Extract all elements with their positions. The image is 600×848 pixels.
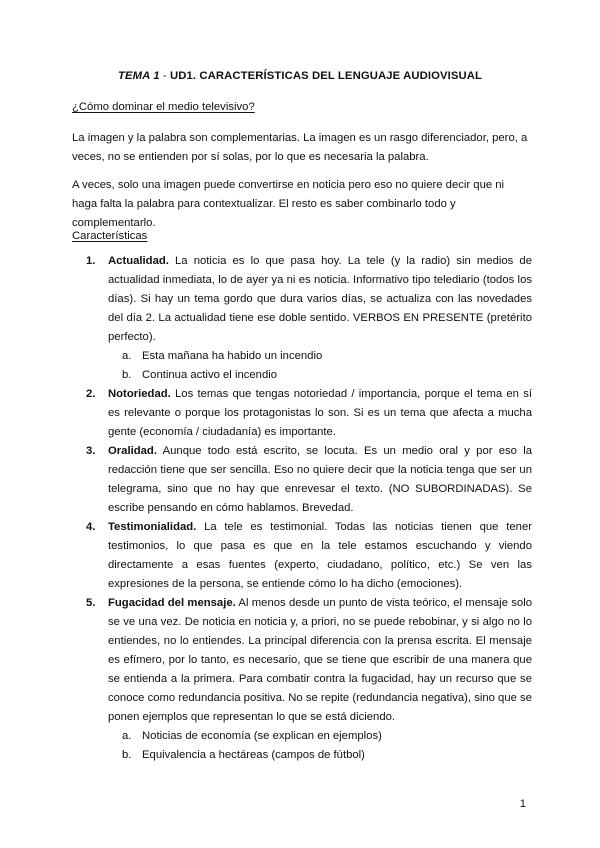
sublist [108,347,532,385]
item-term: Testimonialidad. [108,521,197,533]
subitem-letter: b. [122,749,132,761]
item-number: 5. [86,597,96,609]
list-item [86,252,532,385]
list-item [86,442,532,518]
title-tema: TEMA 1 [117,70,160,82]
title-separator: - [159,70,170,82]
sublist [108,727,532,765]
item-term: Oralidad. [108,445,157,457]
list-item [86,594,532,765]
item-text: La tele es testimonial. Todas las noticias tienen que tener testimonios, lo que pasa es que en la tele estamos escuchando y viendo directamente a esas fuentes (experto, ciudadano, político, etc.) Se ven las expresiones de la persona, se entiende cómo lo ha dicho (emociones). [108,521,532,590]
item-term: Actualidad. [108,255,169,267]
sublist-item [108,746,532,765]
subitem-text: Esta mañana ha habido un incendio [142,350,323,362]
item-text: Al menos desde un punto de vista teórico, el mensaje solo se ve una vez. De noticia en noticia y, a priori, no se puede rebobinar, y si algo no lo entiendes, no lo entiendes. La principal diferencia con la prensa escrita. El mensaje es efímero, por lo tanto, es necesario, que se tiene que escribir de una manera que se entienda a la primera. Para combatir contra la fugacidad, hay un recurso que se conoce como redundancia positiva. No se repite (redundancia negativa), sino que se ponen ejemplos que representan lo que se está diciendo. [108,597,532,723]
sublist-item [108,727,532,746]
item-text: La noticia es lo que pasa hoy. La tele (y la radio) sin medios de actualidad inmediata, lo de ayer ya ni es noticia. Informativo tipo telediario (todos los días). Si hay un tema gordo que dura varios días, se actualiza con las novedades del día 2. La actualidad tiene ese doble sentido. VERBOS EN PRESENTE (pretérito perfecto). [108,255,532,343]
item-number: 4. [86,521,96,533]
title-text: UD1. CARACTERÍSTICAS DEL LENGUAJE AUDIOVISUAL [169,70,482,82]
features-heading: Características [72,230,148,242]
subitem-text: Continua activo el incendio [142,369,278,381]
item-term: Notoriedad. [108,388,171,400]
subitem-letter: a. [122,730,132,742]
paragraph-1: La imagen y la palabra son complementarias. La imagen es un rasgo diferenciador, pero, a veces, no se entienden por sí solas, por lo que es necesaria la palabra. [72,132,528,163]
item-number: 1. [86,255,96,267]
subitem-letter: a. [122,350,132,362]
sublist-item [108,366,532,385]
subitem-text: Noticias de economía (se explican en ejemplos) [142,730,382,742]
sublist-item [108,347,532,366]
question-heading: ¿Cómo dominar el medio televisivo? [72,101,255,113]
list-item [86,385,532,442]
page-number: 1 [519,798,526,810]
features-list [86,252,532,765]
paragraph-2: A veces, solo una imagen puede convertirse en noticia pero eso no quiere decir que ni haga falta la palabra para contextualizar. El resto es saber combinarlo todo y complementarlo. [72,179,505,229]
item-number: 2. [86,388,96,400]
subitem-letter: b. [122,369,132,381]
subitem-text: Equivalencia a hectáreas (campos de fútbol) [142,749,365,761]
item-text: Los temas que tengas notoriedad / importancia, porque el tema en sí es relevante o porque los protagonistas lo son. Si es un tema que afecta a mucha gente (economía / ciudadanía) es importante. [108,388,532,438]
item-term: Fugacidad del mensaje. [108,597,236,609]
item-number: 3. [86,445,96,457]
document-title [72,70,528,82]
list-item [86,518,532,594]
item-text: Aunque todo está escrito, se locuta. Es un medio oral y por eso la redacción tiene que ser sencilla. Eso no quiere decir que la noticia tenga que ser un telegrama, sino que no hay que enrevesar el texto. (NO SUBORDINADAS). Se escribe pensando en cómo hablamos. Brevedad. [108,445,532,514]
